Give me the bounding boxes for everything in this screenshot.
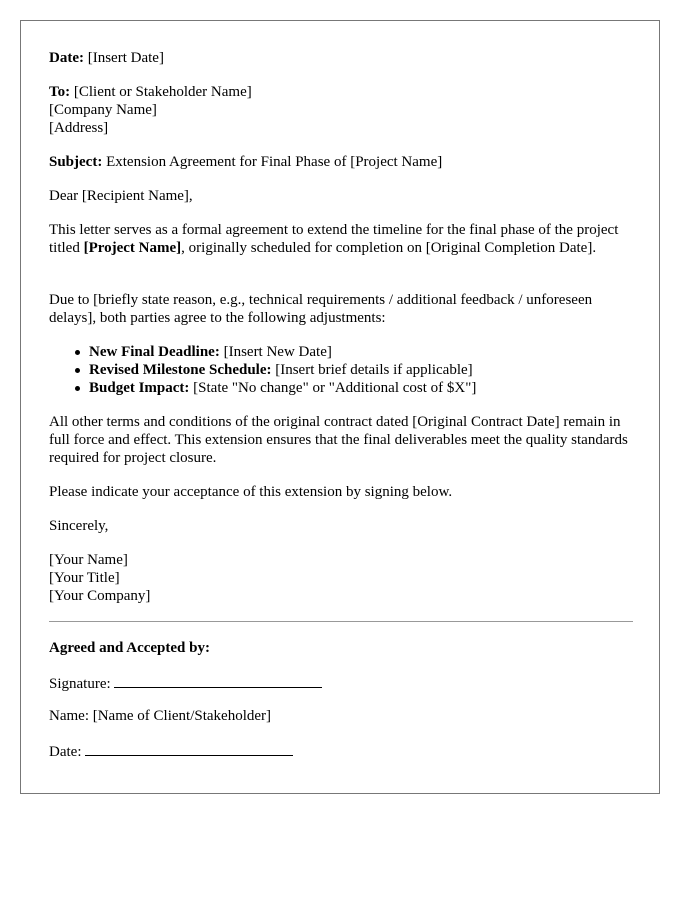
- adjustment-value: [Insert brief details if applicable]: [271, 362, 473, 378]
- date-value: [Insert Date]: [83, 50, 164, 66]
- subject-value: Extension Agreement for Final Phase of [Project Name]: [102, 154, 443, 170]
- project-name-bold: [Project Name]: [83, 240, 182, 256]
- list-item: [49, 343, 635, 361]
- intro-paragraph: [49, 221, 635, 257]
- signature-field[interactable]: [114, 673, 322, 688]
- reason-paragraph: Due to [briefly state reason, e.g., technical requirements / additional feedback / unforeseen delays], both parties agree to the following adjustments:: [49, 292, 593, 326]
- date-line: [49, 49, 635, 67]
- acceptance-date-label: Date:: [49, 744, 82, 760]
- letter-page: [20, 20, 660, 794]
- acceptance-request: Please indicate your acceptance of this extension by signing below.: [49, 484, 453, 500]
- acceptance-heading-text: Agreed and Accepted by:: [49, 640, 210, 656]
- subject-label: Subject:: [49, 154, 103, 170]
- sender-name: [Your Name]: [49, 552, 128, 568]
- terms-paragraph: All other terms and conditions of the original contract dated [Original Contract Date] remain in full force and effect. This extension ensures that the final deliverables meet the quality standards required for project closure.: [49, 414, 628, 466]
- acceptance-date-line: [49, 741, 635, 761]
- company-line: [Company Name]: [49, 102, 157, 118]
- adjustment-value: [State "No change" or "Additional cost of $X"]: [189, 380, 477, 396]
- date-field[interactable]: [85, 741, 293, 756]
- address-line: [Address]: [49, 120, 109, 136]
- list-item: [49, 361, 635, 379]
- sender-block: [49, 551, 635, 605]
- adjustment-value: [Insert New Date]: [219, 344, 332, 360]
- date-label: Date:: [49, 50, 84, 66]
- list-item: [49, 379, 635, 397]
- to-label: To:: [49, 84, 71, 100]
- to-line: [49, 83, 635, 101]
- subject-line: [49, 153, 635, 171]
- recipient-block: [49, 83, 635, 137]
- adjustment-label: New Final Deadline:: [89, 344, 220, 360]
- signature-label: Signature:: [49, 676, 111, 692]
- closing: Sincerely,: [49, 518, 109, 534]
- sender-company: [Your Company]: [49, 588, 151, 604]
- acceptance-heading: [49, 639, 635, 657]
- intro-text-a: This letter serves as a formal agreement to extend the timeline for the final phase of the project titled: [49, 222, 619, 256]
- adjustment-label: Revised Milestone Schedule:: [89, 362, 272, 378]
- section-divider: [49, 621, 633, 622]
- intro-text-b: , originally scheduled for completion on [Original Completion Date].: [181, 240, 597, 256]
- client-name-line: Name: [Name of Client/Stakeholder]: [49, 708, 272, 724]
- adjustment-label: Budget Impact:: [89, 380, 190, 396]
- sender-title: [Your Title]: [49, 570, 120, 586]
- salutation: Dear [Recipient Name],: [49, 188, 193, 204]
- adjustments-list: [49, 343, 635, 397]
- to-value: [Client or Stakeholder Name]: [70, 84, 252, 100]
- signature-line: [49, 673, 635, 693]
